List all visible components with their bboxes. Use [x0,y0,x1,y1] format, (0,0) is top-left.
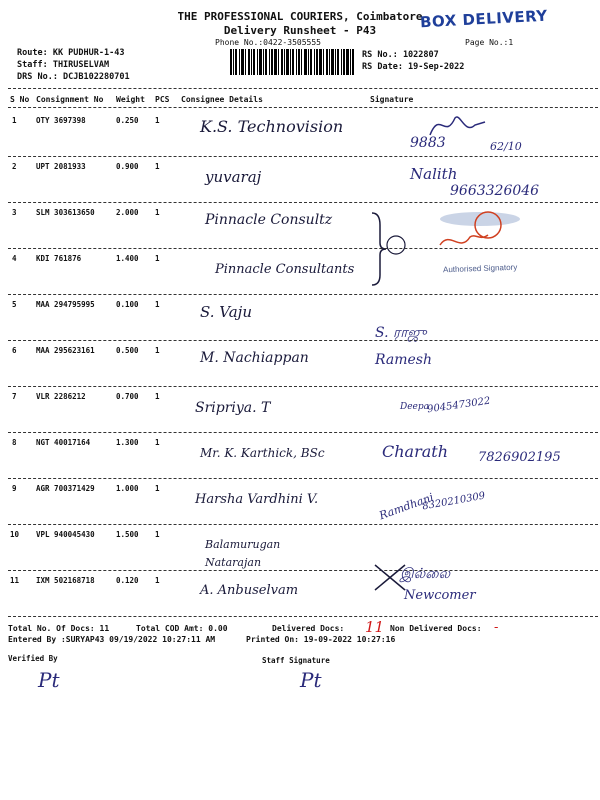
row-weight: 1.000 [116,484,139,493]
row-consignment: NGT 40017164 [36,438,91,447]
row-divider [8,294,598,295]
header-divider-top [8,88,598,89]
row-pcs: 1 [155,162,160,171]
signature-scribble-1 [425,110,495,142]
row-pcs: 1 [155,392,160,401]
row-weight: 0.120 [116,576,139,585]
entered-by: Entered By :SURYAP43 09/19/2022 10:27:11 AM [8,635,216,644]
row-consignment: MAA 294795995 [36,300,95,309]
row-consignee: S. Vaju [200,303,252,321]
row-signature: இல்லை [400,566,451,582]
row-pcs: 1 [155,530,160,539]
row-weight: 2.000 [116,208,139,217]
row-weight: 0.100 [116,300,139,309]
row-sno: 6 [12,346,17,355]
row-divider [8,616,598,617]
row-pcs: 1 [155,254,160,263]
non-delivered-label: Non Delivered Docs: [390,624,482,633]
row-pcs: 1 [155,438,160,447]
row-consignment: AGR 700371429 [36,484,95,493]
row-sno: 7 [12,392,17,401]
row-divider [8,156,598,157]
row-divider [8,386,598,387]
row-pcs: 1 [155,208,160,217]
header-divider-bottom [8,107,598,108]
row-weight: 0.500 [116,346,139,355]
col-consignee: Consignee Details [181,95,263,104]
row-divider [8,478,598,479]
row-consignment: UPT 2081933 [36,162,86,171]
row-sno: 3 [12,208,17,217]
row-sig-note: 8320210309 [421,490,487,513]
company-title: THE PROFESSIONAL COURIERS, Coimbatore [177,10,423,23]
row-pcs: 1 [155,116,160,125]
row-signature: Ramdhani [377,490,436,523]
row-weight: 1.500 [116,530,139,539]
row-consignee: M. Nachiappan [200,350,309,366]
row-sno: 8 [12,438,17,447]
verifier-signature: Pt [38,668,60,692]
row-sig-note: Newcomer [404,588,476,603]
row-signature: Ramesh [375,352,432,368]
row-weight: 1.300 [116,438,139,447]
row-signature: Nalith [410,165,458,183]
row-consignment: VLR 2286212 [36,392,86,401]
row-sno: 10 [10,530,20,539]
phone-number: Phone No.:0422-3505555 [215,38,321,47]
delivered-docs-label: Delivered Docs: [272,624,345,633]
row-consignee: Balamurugan Natarajan [205,538,281,569]
staff-signature: Pt [300,668,322,692]
row-consignment: KDI 761876 [36,254,82,263]
box-delivery-stamp: BOX DELIVERY [419,6,549,32]
row-divider [8,248,598,249]
row-signature: S. ராஜு [375,325,427,341]
col-sno: S No [10,95,30,104]
row-divider [8,202,598,203]
row-weight: 0.250 [116,116,139,125]
row-signature: Charath [382,442,449,461]
page-number: Page No.:1 [465,38,514,47]
barcode-image [230,49,355,75]
row-weight: 0.900 [116,162,139,171]
row-sig-note: Authorised Signatory [442,262,518,275]
row-consignee: K.S. Technovision [200,117,344,136]
non-delivered-value: - [494,620,499,635]
row-consignee: Mr. K. Karthick, BSc [200,446,325,460]
row-sig-note: 9045473022 [426,395,492,416]
col-signature: Signature [370,95,414,104]
row-consignee: A. Anbuselvam [200,583,299,598]
row-sno: 5 [12,300,17,309]
row-divider [8,524,598,525]
row-sig-note: 7826902195 [478,450,561,465]
row-sig-note: 9663326046 [450,183,540,199]
row-consignment: VPL 940045430 [36,530,95,539]
rs-number: RS No.: 1022807 [362,50,439,60]
row-sno: 2 [12,162,17,171]
row-consignee: yuvaraj [205,168,262,186]
row-sno: 4 [12,254,17,263]
row-divider [8,432,598,433]
row-consignee: Pinnacle Consultz [205,212,333,228]
row-consignee: Pinnacle Consultants [215,262,355,277]
row-pcs: 1 [155,576,160,585]
row-consignee: Harsha Vardhini V. [195,492,319,507]
drs-number: DRS No.: DCJB102280701 [17,72,130,82]
staff-label: Staff: THIRUSELVAM [17,60,110,70]
delivered-docs-value: 11 [365,618,385,636]
verified-by-label: Verified By [8,654,58,663]
col-weight: Weight [116,95,145,104]
row-consignment: IXM 502168718 [36,576,95,585]
total-cod: Total COD Amt: 0.00 [136,624,228,633]
printed-on: Printed On: 19-09-2022 10:27:16 [246,635,396,644]
row-consignment: SLM 303613650 [36,208,95,217]
row-consignment: OTY 3697398 [36,116,86,125]
row-sig-note: 62/10 [490,140,522,153]
row-weight: 0.700 [116,392,139,401]
route-label: Route: KK PUDHUR-1-43 [17,48,125,58]
row-sno: 1 [12,116,17,125]
row-consignee: Sripriya. T [195,400,271,416]
row-pcs: 1 [155,484,160,493]
row-divider [8,340,598,341]
col-pcs: PCS [155,95,170,104]
row-signature: Deepa [400,402,429,412]
row-weight: 1.400 [116,254,139,263]
row-divider [8,570,598,571]
runsheet-title: Delivery Runsheet - P43 [223,24,377,37]
row-pcs: 1 [155,300,160,309]
col-consignment: Consignment No [36,95,104,104]
row-pcs: 1 [155,346,160,355]
staff-signature-label: Staff Signature [262,656,330,665]
row-consignment: MAA 295623161 [36,346,95,355]
row-sno: 9 [12,484,17,493]
rs-date: RS Date: 19-Sep-2022 [362,62,465,72]
total-docs: Total No. Of Docs: 11 [8,624,110,633]
row-sno: 11 [10,576,20,585]
row-signature: 9883 [410,135,446,151]
